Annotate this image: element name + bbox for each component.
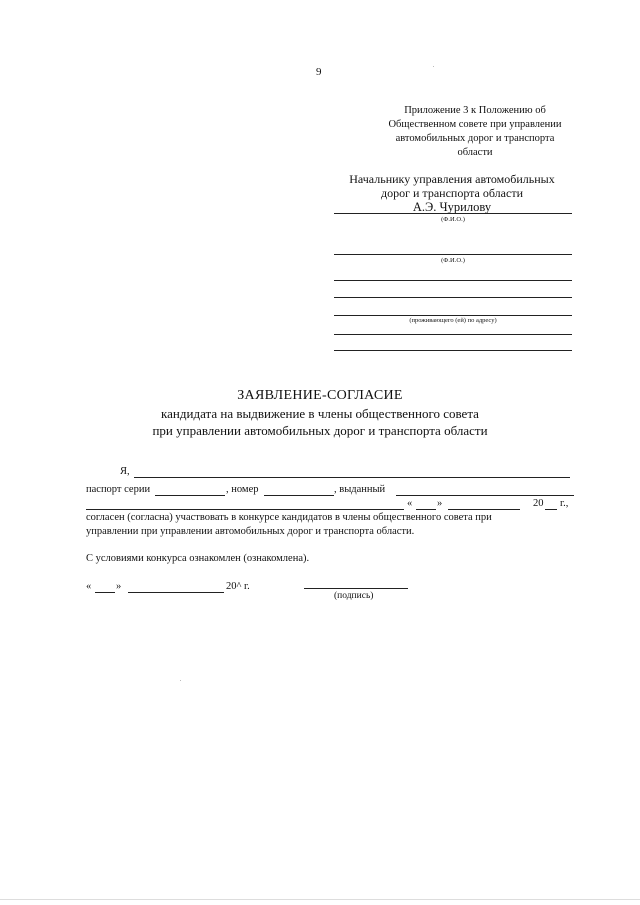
signature-caption: (подпись) (334, 591, 374, 601)
consent-text-line: управлении при управлении автомобильных дорог и транспорта области. (86, 526, 415, 537)
signature-year: 20^ г. (226, 581, 250, 592)
address-line-4[interactable] (334, 350, 572, 351)
issue-date-quote-open: « (407, 498, 413, 509)
applicant-name-line[interactable] (334, 254, 572, 255)
address-caption: (проживающего (ей) по адресу) (409, 317, 497, 324)
addressee-line: дорог и транспорта области (380, 186, 523, 200)
appendix-line: Общественном совете при управлении (388, 119, 562, 130)
signature-month-field[interactable] (128, 592, 224, 593)
applicant-name-line-2[interactable] (334, 280, 572, 281)
passport-line (86, 483, 150, 496)
issued-by-field[interactable] (86, 509, 404, 510)
scan-speck (433, 66, 434, 67)
appendix-line: области (457, 147, 493, 158)
passport-series-field[interactable] (155, 495, 225, 496)
addressee-line: Начальнику управления автомобильных (349, 172, 555, 186)
applicant-fullname-field[interactable] (134, 477, 570, 478)
passport-series-label: паспорт серии (86, 484, 151, 495)
addressee-block (332, 172, 572, 214)
scan-speck (180, 680, 181, 681)
passport-number-field[interactable] (264, 495, 334, 496)
document-subtitle-line: кандидата на выдвижение в члены общественного совета (161, 406, 479, 421)
address-line-3[interactable] (334, 334, 572, 335)
page-number: 9 (316, 66, 322, 78)
appendix-note (370, 104, 580, 160)
signature-date-quote-open: « (86, 581, 92, 592)
ya-label: Я, (120, 466, 130, 477)
signature-day-field[interactable] (95, 592, 115, 593)
signature-date-quote-close: » (116, 581, 122, 592)
issue-year-prefix: 20 (533, 498, 544, 509)
issue-day-field[interactable] (416, 509, 436, 510)
appendix-line: Приложение 3 к Положению об (404, 105, 546, 116)
signature-field[interactable] (304, 588, 408, 589)
applicant-line (120, 465, 130, 478)
issue-month-field[interactable] (448, 509, 520, 510)
scan-bottom-edge (0, 899, 640, 900)
passport-issued-label: , выданный (334, 484, 386, 495)
address-line-2[interactable] (334, 315, 572, 316)
issue-year-suffix: г., (560, 498, 569, 509)
address-line-1[interactable] (334, 297, 572, 298)
appendix-line: автомобильных дорог и транспорта (395, 133, 555, 144)
document-subtitle-line: при управлении автомобильных дорог и транспорта области (152, 423, 488, 438)
addressee-name-underline (334, 213, 572, 214)
issue-date-quote-close: » (437, 498, 443, 509)
passport-number-label: , номер (226, 484, 259, 495)
fio-caption: (Ф.И.О.) (441, 216, 465, 223)
document-title: ЗАЯВЛЕНИЕ-СОГЛАСИЕ (237, 388, 403, 403)
issue-year-field[interactable] (545, 509, 557, 510)
addressee-name: А.Э. Чурилову (412, 200, 492, 214)
fio-caption: (Ф.И.О.) (441, 257, 465, 264)
passport-issued-field[interactable] (396, 495, 574, 496)
acquainted-text: С условиями конкурса ознакомлен (ознакомлена). (86, 553, 310, 564)
consent-text-line: согласен (согласна) участвовать в конкурсе кандидатов в члены общественного совета при (86, 512, 492, 523)
